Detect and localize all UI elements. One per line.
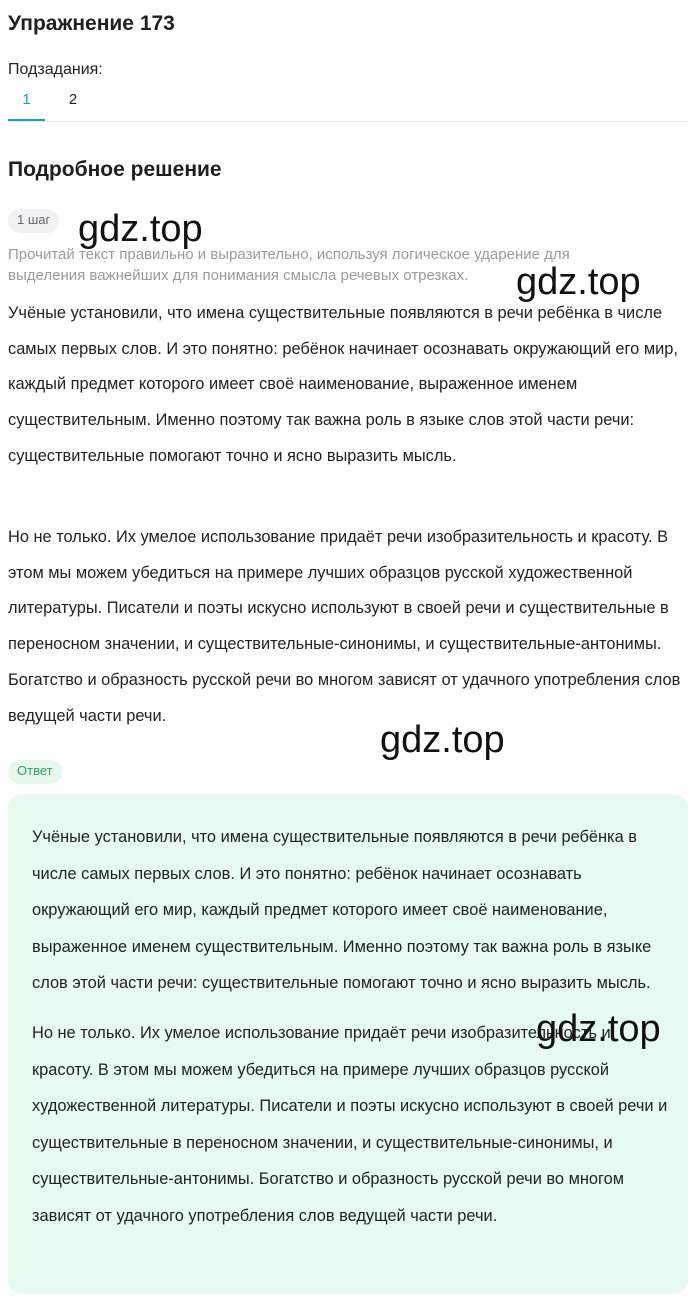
answer-paragraph: Но не только. Их умелое использование придаёт речи изобразительность и красоту. В этом мы можем убедиться на примере лучших образцов русской художественной литературы. Писатели и поэты искусно используют в своей речи и существительные в переносном значении, и существительные-синонимы, и существительные-антонимы. Богатство и образность русской речи во многом зависят от удачного употребления слов ведущей части речи.	[32, 1024, 668, 1225]
tab-subtask-2[interactable]: 2	[68, 91, 78, 108]
watermark: gdz.top	[516, 261, 641, 303]
subtask-tabs	[8, 86, 688, 122]
answer-paragraph: Учёные установили, что имена существительные появляются в речи ребёнка в числе самых первых слов. И это понятно: ребёнок начинает осознавать окружающий его мир, каждый предмет которого имеет своё наименование, выраженное именем существительным. Именно поэтому так важна роль в языке слов этой части речи: существительные помогают точно и ясно выразить мысль.	[32, 828, 652, 992]
watermark: gdz.top	[78, 208, 203, 250]
page-title: Упражнение 173	[8, 12, 175, 35]
solution-paragraph: Учёные установили, что имена существительные появляются в речи ребёнка в числе самых первых слов. И это понятно: ребёнок начинает осознавать окружающий его мир, каждый предмет которого имеет своё наименование, выраженное именем существительным. Именно поэтому так важна роль в языке слов этой части речи: существительные помогают точно и ясно выразить мысль.	[8, 304, 678, 465]
solution-title: Подробное решение	[8, 158, 222, 181]
solution-paragraph: Но не только. Их умелое использование придаёт речи изобразительность и красоту. В этом мы можем убедиться на примере лучших образцов русской художественной литературы. Писатели и поэты искусно используют в своей речи и существительные в переносном значении, и существительные-синонимы, и существительные-антонимы. Богатство и образность русской речи во многом зависят от удачного употребления слов ведущей части речи.	[8, 528, 681, 725]
watermark: gdz.top	[380, 719, 505, 761]
subtasks-label: Подзадания:	[8, 61, 103, 78]
answer-badge: Ответ	[8, 760, 62, 784]
step-hint: Прочитай текст правильно и выразительно, используя логическое ударение для выделения важнейших для понимания смысла речевых отрезках.	[8, 246, 570, 284]
watermark: gdz.top	[536, 1008, 661, 1050]
step-badge: 1 шаг	[8, 209, 59, 233]
tab-subtask-1[interactable]: 1	[8, 86, 45, 121]
